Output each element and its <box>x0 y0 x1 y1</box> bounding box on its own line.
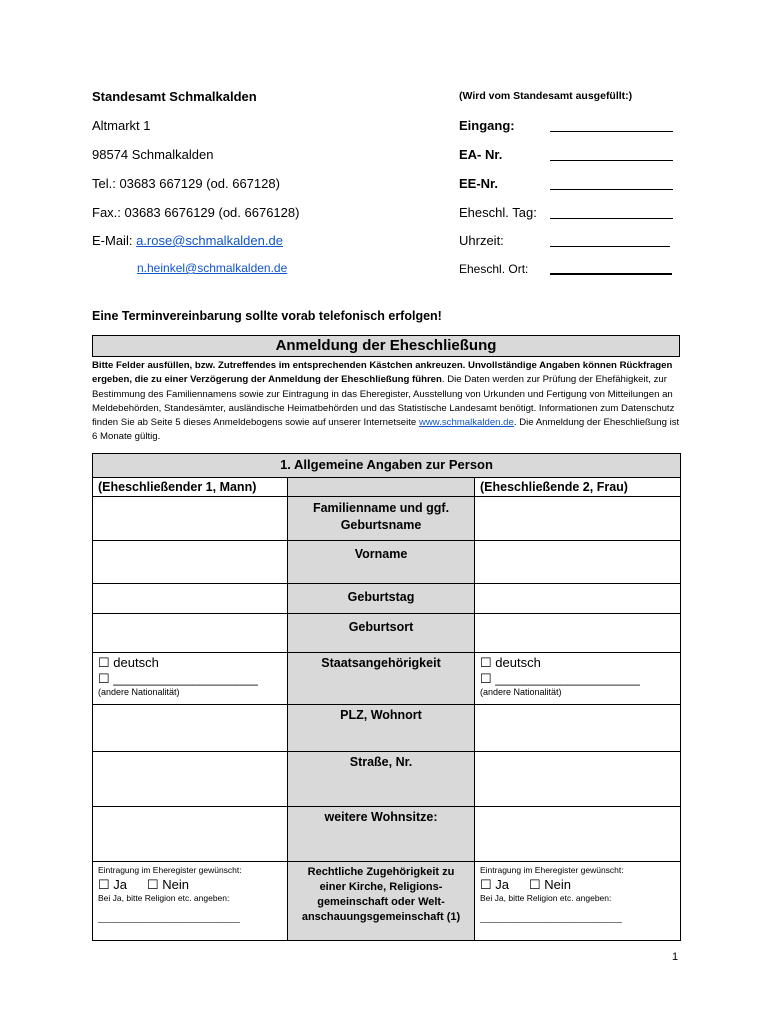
register-entry-label-1: Eintragung im Eheregister gewünscht: <box>98 865 242 875</box>
nationality-cell-1 <box>93 653 288 705</box>
checkbox-yes-1[interactable]: ☐ Ja <box>98 877 127 892</box>
other-residences-input-2[interactable] <box>475 807 681 862</box>
birthday-input-2[interactable] <box>475 584 681 614</box>
field-eingang-label: Eingang: <box>459 118 515 133</box>
field-uhrzeit-label: Uhrzeit: <box>459 233 504 248</box>
row-label-first-name: Vorname <box>288 541 475 584</box>
checkbox-yes-2[interactable]: ☐ Ja <box>480 877 509 892</box>
page-number: 1 <box>672 951 679 963</box>
field-ea-nr-line[interactable] <box>550 160 673 161</box>
first-name-input-2[interactable] <box>475 541 681 584</box>
column-head-middle <box>288 478 475 497</box>
checkbox-german-1[interactable]: ☐ deutsch <box>98 655 159 670</box>
intro-text <box>92 359 682 445</box>
family-name-input-2[interactable] <box>475 497 681 541</box>
other-nationality-note-2: (andere Nationalität) <box>480 687 562 697</box>
street-input-2[interactable] <box>475 752 681 807</box>
field-ee-nr-label: EE-Nr. <box>459 176 499 191</box>
email-link-1[interactable]: a.rose@schmalkalden.de <box>136 233 283 248</box>
field-eheschl-ort-label: Eheschl. Ort: <box>459 262 529 276</box>
field-uhrzeit-line[interactable] <box>550 246 670 247</box>
row-label-religion: Rechtliche Zugehörigkeit zu einer Kirche, Religions-gemeinschaft oder Welt-anschauungsgemeinschaft (1) <box>288 862 475 941</box>
street-input-1[interactable] <box>93 752 288 807</box>
zip-city-input-2[interactable] <box>475 705 681 752</box>
field-eingang-line[interactable] <box>550 131 673 132</box>
zip-city-input-1[interactable] <box>93 705 288 752</box>
person-details-table <box>92 453 681 941</box>
register-entry-label-2: Eintragung im Eheregister gewünscht: <box>480 865 624 875</box>
row-label-family-name: Familienname und ggf. Geburtsname <box>288 497 475 541</box>
website-link[interactable]: www.schmalkalden.de <box>418 417 514 429</box>
row-label-birthday: Geburtstag <box>288 584 475 614</box>
row-label-street: Straße, Nr. <box>288 752 475 807</box>
field-eheschl-ort-line[interactable] <box>550 273 672 275</box>
nationality-cell-2 <box>475 653 681 705</box>
religion-note-1: Bei Ja, bitte Religion etc. angeben: <box>98 893 230 903</box>
other-nationality-note-1: (andere Nationalität) <box>98 687 180 697</box>
intro-tail: . Die Anmeldung der Eheschließung ist 6 Monate gültig. <box>92 417 680 443</box>
birthplace-input-2[interactable] <box>475 614 681 653</box>
religion-cell-1 <box>93 862 288 941</box>
email-link-2[interactable]: n.heinkel@schmalkalden.de <box>137 261 288 275</box>
first-name-input-1[interactable] <box>93 541 288 584</box>
column-head-person-2: (Eheschließende 2, Frau) <box>475 478 681 497</box>
office-email <box>92 233 283 248</box>
row-label-zip-city: PLZ, Wohnort <box>288 705 475 752</box>
email-label: E-Mail: <box>92 233 137 248</box>
field-ea-nr-label: EA- Nr. <box>459 147 503 162</box>
office-fax: Fax.: 03683 6676129 (od. 6676128) <box>92 205 300 220</box>
birthday-input-1[interactable] <box>93 584 288 614</box>
column-head-person-1: (Eheschließender 1, Mann) <box>93 478 288 497</box>
office-street: Altmarkt 1 <box>92 118 151 133</box>
checkbox-no-2[interactable]: ☐ Nein <box>529 877 572 892</box>
row-label-nationality: Staatsangehörigkeit <box>288 653 475 705</box>
checkbox-other-nationality-1[interactable]: ☐ ____________________ <box>98 671 258 686</box>
field-eheschl-tag-label: Eheschl. Tag: <box>459 205 537 220</box>
section-title: 1. Allgemeine Angaben zur Person <box>93 454 681 478</box>
office-phone: Tel.: 03683 667129 (od. 667128) <box>92 176 280 191</box>
office-name: Standesamt Schmalkalden <box>92 89 257 104</box>
religion-input-line-2[interactable]: ______________________________ <box>480 913 622 923</box>
office-use-note: (Wird vom Standesamt ausgefüllt:) <box>459 90 633 102</box>
religion-cell-2 <box>475 862 681 941</box>
checkbox-no-1[interactable]: ☐ Nein <box>147 877 190 892</box>
checkbox-other-nationality-2[interactable]: ☐ ____________________ <box>480 671 640 686</box>
appointment-notice: Eine Terminvereinbarung sollte vorab telefonisch erfolgen! <box>92 309 442 323</box>
form-title: Anmeldung der Eheschließung <box>92 335 680 357</box>
family-name-input-1[interactable] <box>93 497 288 541</box>
religion-note-2: Bei Ja, bitte Religion etc. angeben: <box>480 893 612 903</box>
field-eheschl-tag-line[interactable] <box>550 218 673 219</box>
checkbox-german-2[interactable]: ☐ deutsch <box>480 655 541 670</box>
other-residences-input-1[interactable] <box>93 807 288 862</box>
religion-input-line-1[interactable]: ______________________________ <box>98 913 240 923</box>
intro-body: . Die Daten werden zur Prüfung der Ehefähigkeit, zur Bestimmung des Familiennamens sowie zur Eintragung in das Eheregister, Ausstellung von Urkunden und Fertigung von Mitteilungen an Meldebehörden, Standesämter, ausländische Heimatbehörden und das Statistische Landesamt benötigt. Informationen zum Datenschutz finden Sie ab Seite 5 dieses Anmeldebogens sowie auf unserer Internetseite <box>92 374 675 429</box>
birthplace-input-1[interactable] <box>93 614 288 653</box>
row-label-birthplace: Geburtsort <box>288 614 475 653</box>
office-city: 98574 Schmalkalden <box>92 147 214 162</box>
intro-bold: Bitte Felder ausfüllen, bzw. Zutreffendes im entsprechenden Kästchen ankreuzen. Unvollständige Angaben können Rückfragen ergeben, die zu einer Verzögerung der Anmeldung der Eheschließung führen <box>92 360 673 386</box>
row-label-other-residences: weitere Wohnsitze: <box>288 807 475 862</box>
field-ee-nr-line[interactable] <box>550 189 673 190</box>
